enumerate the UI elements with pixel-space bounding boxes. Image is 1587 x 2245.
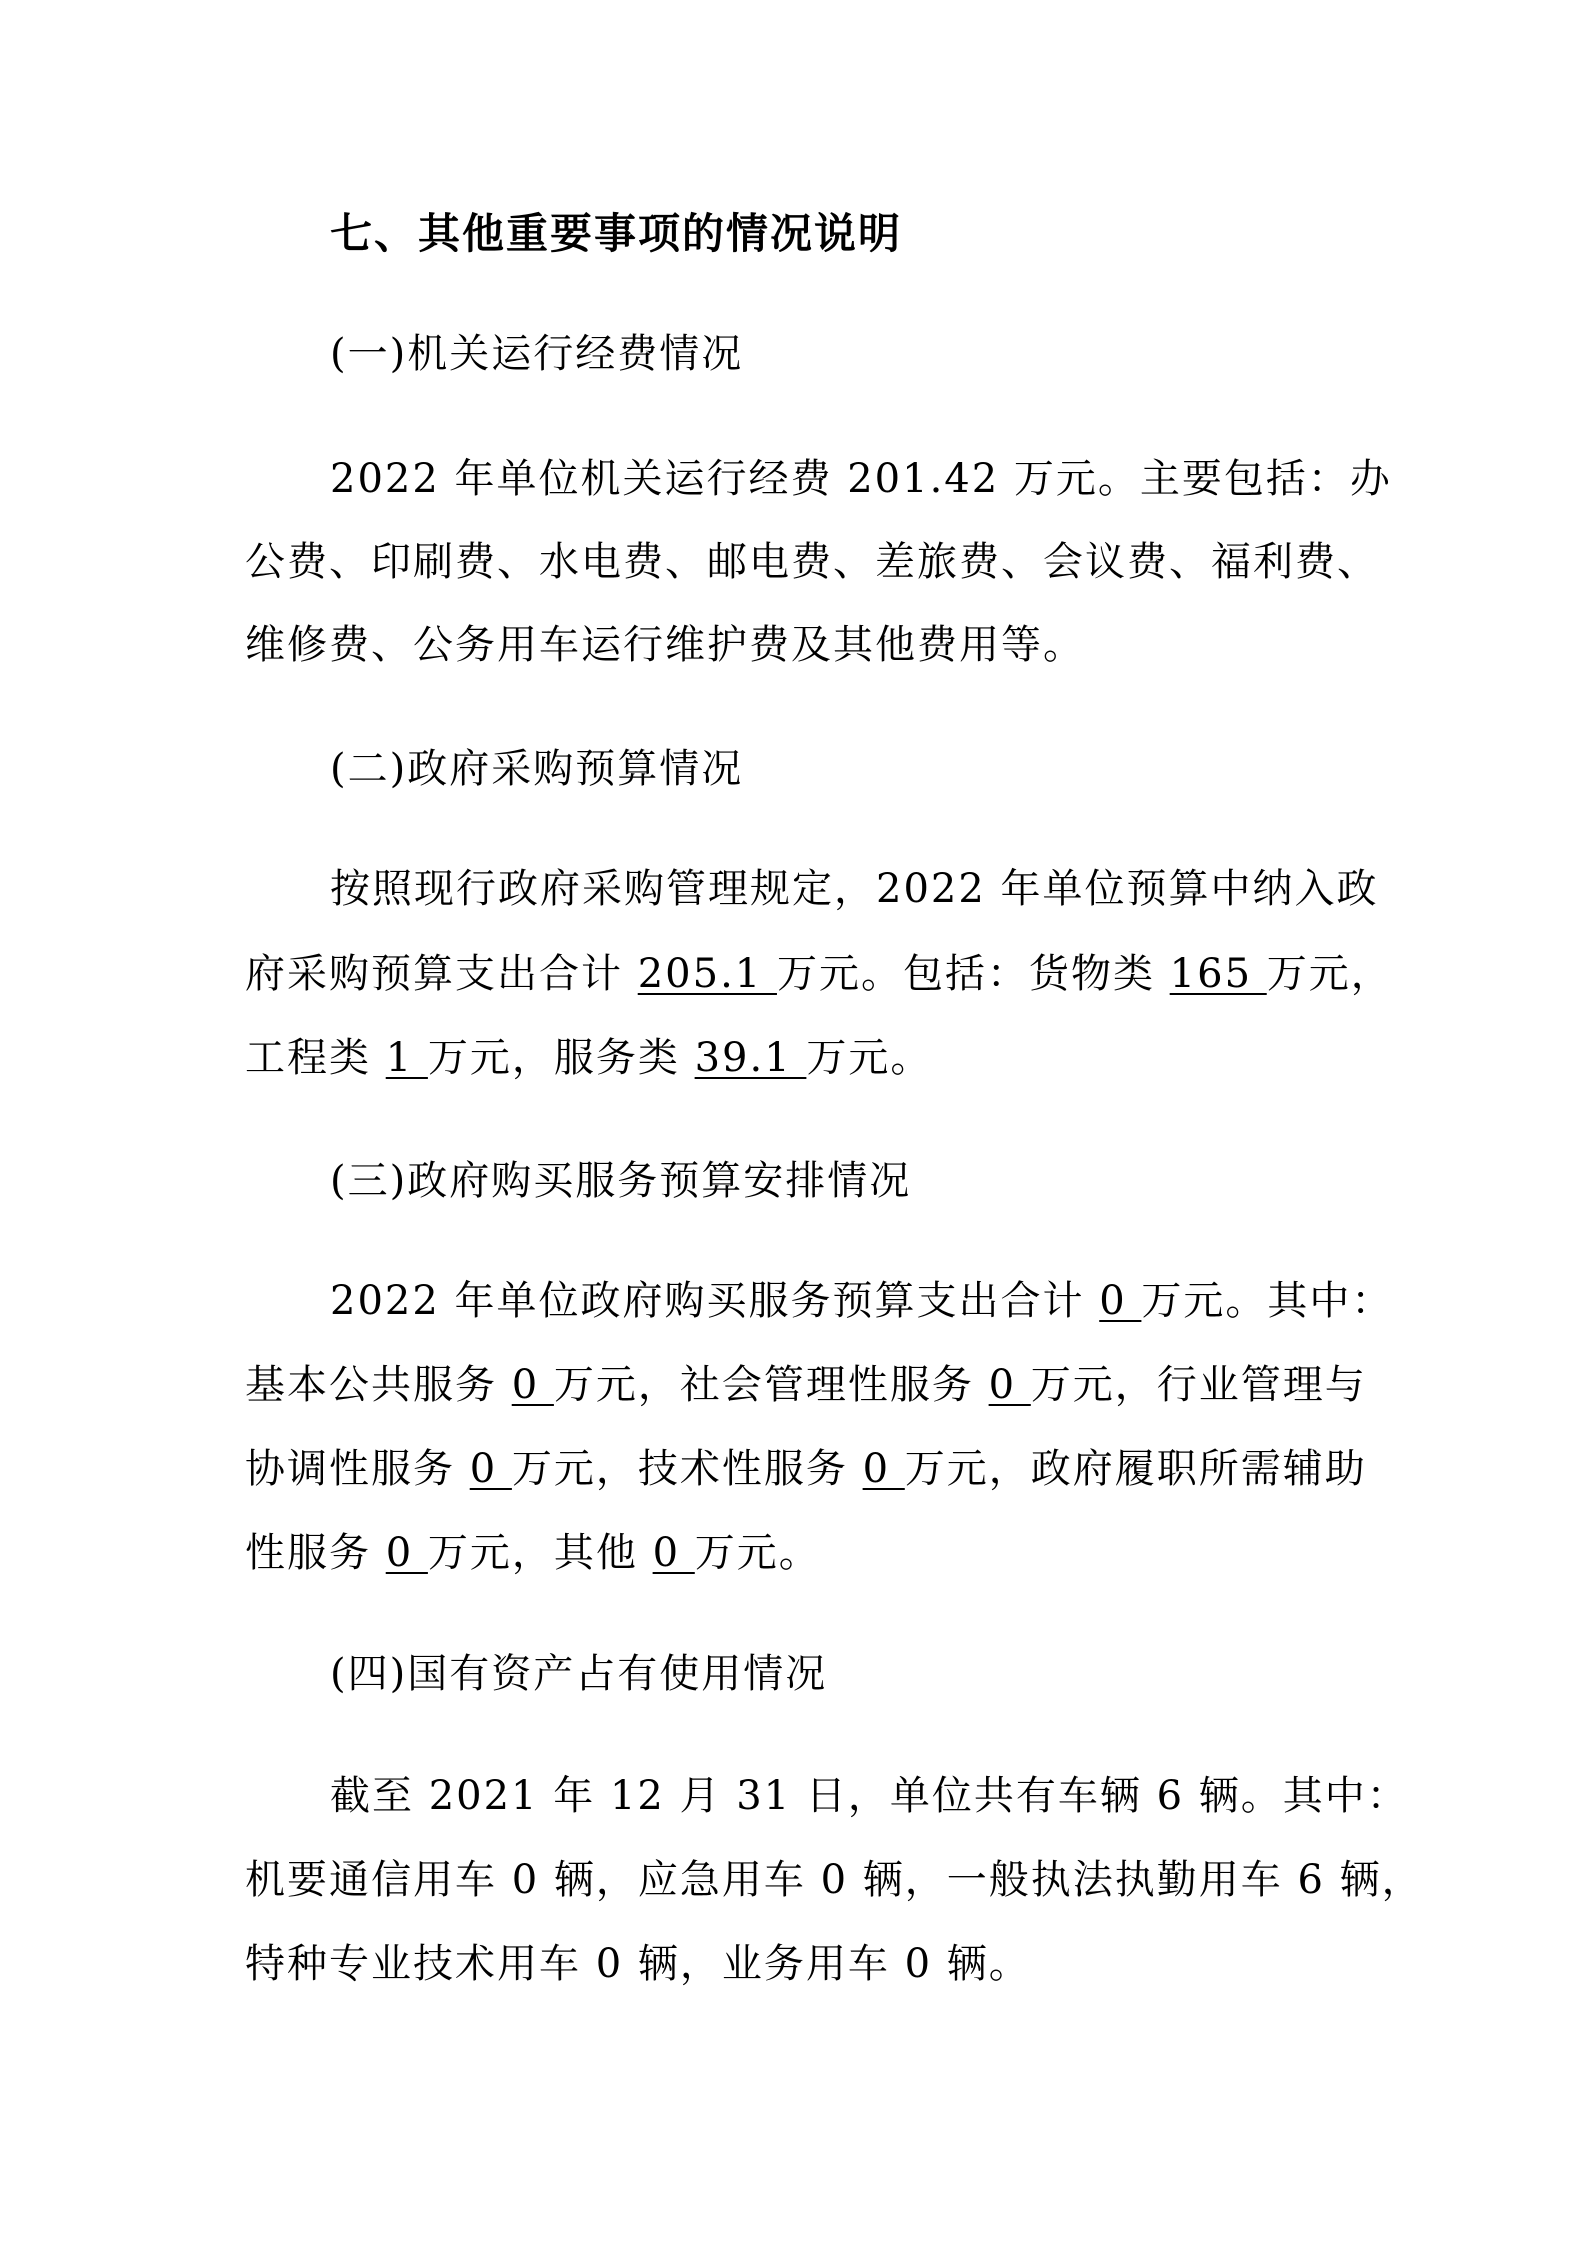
auxiliary-service-value: 0 [385,1530,428,1576]
s3-text: 万元，政府履职所需辅助 [904,1446,1367,1492]
procurement-total-value: 205.1 [637,951,777,997]
s2-text: 万元， [1266,951,1393,997]
s1-paragraph-line-2: 公费、印刷费、水电费、邮电费、差旅费、会议费、福利费、 [245,539,1379,585]
s3-text: 万元，技术性服务 [511,1446,863,1492]
s3-text: 万元，行业管理与 [1030,1362,1367,1408]
s3-text: 基本公共服务 [245,1362,512,1408]
subsection-heading-3: (三)政府购买服务预算安排情况 [330,1158,912,1204]
s1-paragraph-line-1: 2022 年单位机关运行经费 201.42 万元。主要包括：办 [330,456,1392,502]
basic-public-service-value: 0 [511,1362,554,1408]
engineering-value: 1 [385,1035,428,1081]
social-management-service-value: 0 [988,1362,1031,1408]
s2-text: 府采购预算支出合计 [245,951,638,997]
section-title: 七、其他重要事项的情况说明 [330,209,903,258]
subsection-heading-1: (一)机关运行经费情况 [330,331,744,377]
s3-text: 万元，其他 [427,1530,653,1576]
s3-paragraph-line-1 [330,1277,1450,1325]
s4-paragraph-line-2: 机要通信用车 0 辆，应急用车 0 辆，一般执法执勤用车 6 辆， [245,1857,1424,1903]
goods-value: 165 [1169,951,1267,997]
s3-text: 性服务 [245,1530,386,1576]
s3-text: 万元。 [694,1530,821,1576]
s2-text: 工程类 [245,1035,386,1081]
s3-paragraph-line-3 [245,1445,1365,1493]
coordination-service-value: 0 [469,1446,512,1492]
s2-paragraph-line-3 [245,1034,1365,1082]
s3-text: 协调性服务 [245,1446,470,1492]
s3-text: 万元，社会管理性服务 [553,1362,989,1408]
services-value: 39.1 [694,1035,807,1081]
s2-paragraph-line-2 [245,950,1393,998]
s1-paragraph-line-3: 维修费、公务用车运行维护费及其他费用等。 [245,622,1085,668]
service-purchase-total: 0 [1099,1278,1142,1324]
s3-text: 2022 年单位政府购买服务预算支出合计 [330,1278,1100,1324]
s2-text: 万元，服务类 [427,1035,695,1081]
technical-service-value: 0 [862,1446,905,1492]
s2-paragraph-line-1: 按照现行政府采购管理规定，2022 年单位预算中纳入政 [330,866,1379,912]
subsection-heading-2: (二)政府采购预算情况 [330,746,744,792]
subsection-heading-4: (四)国有资产占有使用情况 [330,1651,828,1697]
s4-paragraph-line-1: 截至 2021 年 12 月 31 日，单位共有车辆 6 辆。其中： [330,1773,1409,1819]
s2-text: 万元。 [806,1035,933,1081]
s2-text: 万元。包括：货物类 [776,951,1170,997]
other-service-value: 0 [652,1530,695,1576]
s3-paragraph-line-2 [245,1361,1365,1409]
s3-paragraph-line-4 [245,1529,1365,1577]
s3-text: 万元。其中： [1141,1278,1394,1324]
s4-paragraph-line-3: 特种专业技术用车 0 辆，业务用车 0 辆。 [245,1941,1031,1987]
